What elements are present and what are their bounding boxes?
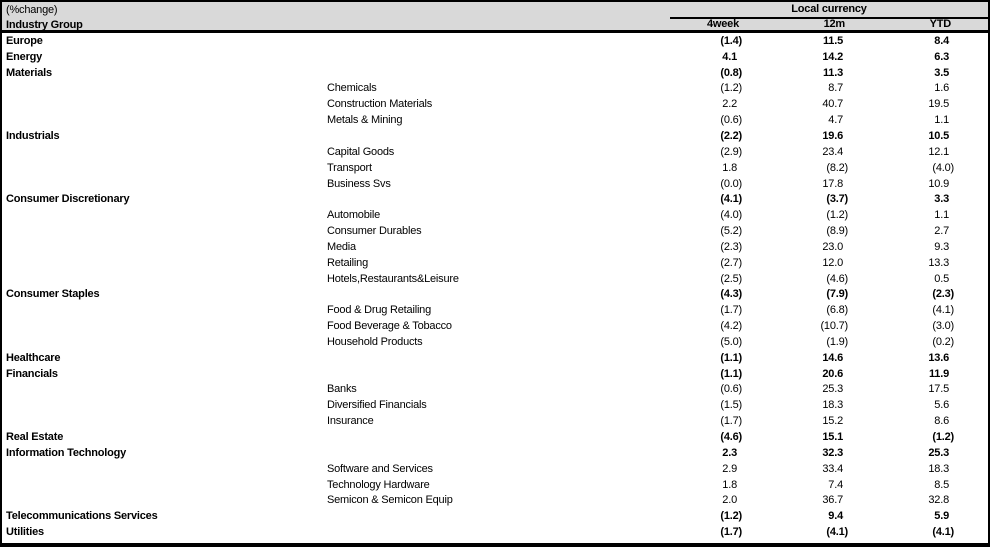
table-row: [2, 160, 988, 176]
row-label-cell: [2, 51, 670, 63]
row-label: Chemicals: [327, 82, 377, 95]
value-12m: (4.6): [826, 272, 848, 285]
table-row: [2, 223, 988, 239]
value-4week: 1.8: [722, 161, 737, 174]
cell-12m: [776, 162, 882, 174]
table-row: [2, 334, 988, 350]
row-label: Information Technology: [6, 446, 127, 459]
value-4week: (4.1): [720, 193, 742, 206]
cell-12m: [776, 288, 882, 300]
cell-ytd: [882, 35, 988, 47]
row-label: Retailing: [327, 256, 369, 269]
value-4week: (1.1): [720, 351, 742, 364]
row-label-cell: [2, 510, 670, 522]
cell-4week: [670, 114, 776, 126]
row-label: Insurance: [327, 415, 374, 428]
value-4week: (1.2): [720, 82, 742, 95]
value-ytd: (1.2): [932, 431, 954, 444]
cell-12m: [776, 447, 882, 459]
cell-12m: [776, 399, 882, 411]
value-12m: 33.4: [822, 462, 843, 475]
table-row: [2, 255, 988, 271]
cell-4week: [670, 178, 776, 190]
row-label-cell: [2, 352, 670, 364]
cell-ytd: [882, 447, 988, 459]
cell-4week: [670, 209, 776, 221]
table-row: [2, 350, 988, 366]
cell-12m: [776, 178, 882, 190]
value-ytd: 10.5: [928, 129, 949, 142]
value-4week: (4.6): [720, 431, 742, 444]
cell-ytd: [882, 320, 988, 332]
row-label: Business Svs: [327, 177, 391, 190]
value-4week: 2.0: [722, 494, 737, 507]
cell-ytd: [882, 494, 988, 506]
value-4week: (0.6): [720, 383, 742, 396]
cell-12m: [776, 352, 882, 364]
row-label: Transport: [327, 161, 372, 174]
row-label-cell: [2, 368, 670, 380]
industry-group-column-header: Industry Group: [6, 19, 83, 31]
value-12m: (1.9): [826, 335, 848, 348]
cell-ytd: [882, 82, 988, 94]
value-ytd: 8.6: [934, 415, 949, 428]
cell-ytd: [882, 193, 988, 205]
cell-4week: [670, 273, 776, 285]
value-4week: (2.5): [720, 272, 742, 285]
value-ytd: 18.3: [928, 462, 949, 475]
cell-4week: [670, 67, 776, 79]
cell-4week: [670, 368, 776, 380]
cell-4week: [670, 82, 776, 94]
row-label-cell: [2, 241, 670, 253]
row-label-cell: [2, 257, 670, 269]
table-row: [2, 144, 988, 160]
column-header-4week: 4week: [706, 18, 739, 30]
value-4week: (1.5): [720, 399, 742, 412]
value-ytd: (4.1): [932, 304, 954, 317]
value-4week: (2.2): [720, 129, 742, 142]
value-12m: 32.3: [822, 446, 843, 459]
value-ytd: 0.5: [934, 272, 949, 285]
row-label: Construction Materials: [327, 98, 433, 111]
value-ytd: (4.0): [932, 161, 954, 174]
cell-4week: [670, 510, 776, 522]
table-row: [2, 176, 988, 192]
cell-12m: [776, 431, 882, 443]
value-12m: 4.7: [828, 114, 843, 127]
cell-12m: [776, 114, 882, 126]
row-label: Diversified Financials: [327, 399, 427, 412]
row-label-cell: [2, 399, 670, 411]
cell-ytd: [882, 257, 988, 269]
value-12m: 14.2: [822, 50, 843, 63]
cell-12m: [776, 225, 882, 237]
local-currency-group-header: Local currency: [791, 3, 867, 15]
row-label-cell: [2, 178, 670, 190]
cell-ytd: [882, 399, 988, 411]
row-label-cell: [2, 82, 670, 94]
column-header-12m: 12m: [823, 18, 845, 30]
value-4week: (2.3): [720, 240, 742, 253]
table-row: [2, 128, 988, 144]
cell-ytd: [882, 225, 988, 237]
value-4week: (1.7): [720, 304, 742, 317]
cell-12m: [776, 98, 882, 110]
cell-4week: [670, 257, 776, 269]
value-ytd: 13.6: [928, 351, 949, 364]
cell-ytd: [882, 67, 988, 79]
row-label-cell: [2, 225, 670, 237]
cell-4week: [670, 447, 776, 459]
cell-12m: [776, 479, 882, 491]
row-label-cell: [2, 273, 670, 285]
table-row: [2, 191, 988, 207]
row-label: Technology Hardware: [327, 478, 430, 491]
value-4week: (5.0): [720, 335, 742, 348]
cell-12m: [776, 383, 882, 395]
cell-ytd: [882, 431, 988, 443]
cell-ytd: [882, 368, 988, 380]
table-row: [2, 524, 988, 540]
row-label: Consumer Discretionary: [6, 193, 130, 206]
row-label-cell: [2, 130, 670, 142]
cell-4week: [670, 51, 776, 63]
row-label-cell: [2, 447, 670, 459]
cell-4week: [670, 225, 776, 237]
value-ytd: 2.7: [934, 225, 949, 238]
cell-12m: [776, 130, 882, 142]
cell-4week: [670, 383, 776, 395]
cell-ytd: [882, 209, 988, 221]
table-row: [2, 413, 988, 429]
table-row: [2, 461, 988, 477]
table-row: [2, 239, 988, 255]
cell-ytd: [882, 273, 988, 285]
value-12m: 11.5: [822, 34, 843, 47]
value-4week: (1.2): [720, 510, 742, 523]
row-label: Utilities: [6, 526, 44, 539]
value-4week: (5.2): [720, 225, 742, 238]
row-label-cell: [2, 304, 670, 316]
row-label-cell: [2, 383, 670, 395]
value-12m: 14.6: [822, 351, 843, 364]
cell-ytd: [882, 162, 988, 174]
cell-4week: [670, 463, 776, 475]
cell-ytd: [882, 241, 988, 253]
table-row: [2, 318, 988, 334]
row-label-cell: [2, 146, 670, 158]
value-ytd: 10.9: [928, 177, 949, 190]
value-12m: (8.2): [826, 161, 848, 174]
value-ytd: 1.6: [934, 82, 949, 95]
value-4week: (2.7): [720, 256, 742, 269]
cell-ytd: [882, 415, 988, 427]
value-ytd: (0.2): [932, 335, 954, 348]
value-12m: 23.0: [822, 240, 843, 253]
value-4week: (0.8): [720, 66, 742, 79]
table-row: [2, 33, 988, 49]
value-12m: 23.4: [822, 145, 843, 158]
cell-ytd: [882, 383, 988, 395]
row-label: Real Estate: [6, 431, 64, 444]
table-row: [2, 287, 988, 303]
value-12m: (1.2): [826, 209, 848, 222]
value-4week: (1.7): [720, 415, 742, 428]
value-ytd: 11.9: [928, 367, 949, 380]
cell-ytd: [882, 288, 988, 300]
row-label: Industrials: [6, 129, 60, 142]
value-ytd: 13.3: [928, 256, 949, 269]
value-ytd: 3.5: [934, 66, 949, 79]
table-row: [2, 445, 988, 461]
cell-4week: [670, 494, 776, 506]
table-row: [2, 302, 988, 318]
row-label-cell: [2, 431, 670, 443]
value-4week: 2.3: [722, 446, 737, 459]
row-label-cell: [2, 162, 670, 174]
value-ytd: 8.4: [934, 34, 949, 47]
cell-ytd: [882, 130, 988, 142]
cell-12m: [776, 82, 882, 94]
row-label-cell: [2, 209, 670, 221]
value-12m: 12.0: [822, 256, 843, 269]
row-label: Healthcare: [6, 351, 61, 364]
value-ytd: 8.5: [934, 478, 949, 491]
table-row: [2, 397, 988, 413]
value-12m: (4.1): [826, 526, 848, 539]
value-12m: (10.7): [820, 320, 848, 333]
cell-4week: [670, 98, 776, 110]
table-row: [2, 81, 988, 97]
row-label: Metals & Mining: [327, 114, 403, 127]
value-4week: 4.1: [722, 50, 737, 63]
row-label-cell: [2, 526, 670, 538]
table-body: [2, 33, 988, 540]
cell-12m: [776, 67, 882, 79]
value-12m: 7.4: [828, 478, 843, 491]
cell-12m: [776, 415, 882, 427]
table-row: [2, 508, 988, 524]
cell-ytd: [882, 463, 988, 475]
value-4week: (1.1): [720, 367, 742, 380]
value-ytd: (2.3): [932, 288, 954, 301]
cell-12m: [776, 494, 882, 506]
column-header-ytd: YTD: [929, 18, 951, 30]
value-4week: 1.8: [722, 478, 737, 491]
cell-12m: [776, 193, 882, 205]
value-ytd: 5.6: [934, 399, 949, 412]
value-ytd: 32.8: [928, 494, 949, 507]
row-label: Software and Services: [327, 462, 433, 475]
row-label-cell: [2, 288, 670, 300]
cell-4week: [670, 146, 776, 158]
value-ytd: 1.1: [934, 114, 949, 127]
cell-12m: [776, 304, 882, 316]
row-label-cell: [2, 320, 670, 332]
row-label-cell: [2, 494, 670, 506]
row-label: Hotels,Restaurants&Leisure: [327, 272, 459, 285]
value-12m: 17.8: [822, 177, 843, 190]
value-12m: (8.9): [826, 225, 848, 238]
table-row: [2, 96, 988, 112]
cell-ytd: [882, 51, 988, 63]
cell-12m: [776, 273, 882, 285]
value-12m: 8.7: [828, 82, 843, 95]
table-row: [2, 382, 988, 398]
row-label-cell: [2, 463, 670, 475]
value-4week: 2.9: [722, 462, 737, 475]
cell-4week: [670, 35, 776, 47]
value-4week: 2.2: [722, 98, 737, 111]
row-label: Food & Drug Retailing: [327, 304, 432, 317]
table-header: [2, 2, 988, 33]
value-ytd: 6.3: [934, 50, 949, 63]
table-row: [2, 112, 988, 128]
value-ytd: 17.5: [928, 383, 949, 396]
value-12m: 11.3: [822, 66, 843, 79]
row-label-cell: [2, 67, 670, 79]
value-12m: 15.2: [822, 415, 843, 428]
cell-12m: [776, 336, 882, 348]
value-12m: (7.9): [826, 288, 848, 301]
row-label-cell: [2, 336, 670, 348]
numeric-column-headers: [670, 18, 988, 30]
cell-ytd: [882, 336, 988, 348]
cell-4week: [670, 320, 776, 332]
row-label: Capital Goods: [327, 145, 395, 158]
cell-4week: [670, 304, 776, 316]
cell-4week: [670, 431, 776, 443]
value-12m: 18.3: [822, 399, 843, 412]
table-row: [2, 65, 988, 81]
value-4week: (1.7): [720, 526, 742, 539]
value-12m: 20.6: [822, 367, 843, 380]
cell-ytd: [882, 352, 988, 364]
cell-12m: [776, 146, 882, 158]
cell-ytd: [882, 479, 988, 491]
cell-4week: [670, 336, 776, 348]
value-12m: (6.8): [826, 304, 848, 317]
cell-12m: [776, 51, 882, 63]
row-label-cell: [2, 114, 670, 126]
table-row: [2, 477, 988, 493]
cell-ytd: [882, 98, 988, 110]
table-row: [2, 207, 988, 223]
cell-ytd: [882, 510, 988, 522]
cell-4week: [670, 193, 776, 205]
table-row: [2, 271, 988, 287]
cell-12m: [776, 209, 882, 221]
value-12m: 15.1: [822, 431, 843, 444]
value-12m: 25.3: [822, 383, 843, 396]
row-label: Europe: [6, 34, 43, 47]
value-12m: 19.6: [822, 129, 843, 142]
row-label: Automobile: [327, 209, 381, 222]
row-label: Media: [327, 240, 356, 253]
value-ytd: (4.1): [932, 526, 954, 539]
cell-4week: [670, 352, 776, 364]
cell-4week: [670, 162, 776, 174]
row-label: Financials: [6, 367, 58, 380]
cell-4week: [670, 415, 776, 427]
value-12m: 40.7: [822, 98, 843, 111]
cell-12m: [776, 257, 882, 269]
cell-4week: [670, 479, 776, 491]
cell-4week: [670, 399, 776, 411]
value-ytd: 3.3: [934, 193, 949, 206]
row-label: Banks: [327, 383, 357, 396]
value-12m: 9.4: [828, 510, 843, 523]
cell-12m: [776, 320, 882, 332]
row-label: Telecommunications Services: [6, 510, 158, 523]
cell-12m: [776, 510, 882, 522]
row-label: Semicon & Semicon Equip: [327, 494, 453, 507]
value-ytd: 25.3: [928, 446, 949, 459]
row-label-cell: [2, 479, 670, 491]
row-label: Household Products: [327, 335, 423, 348]
value-ytd: 5.9: [934, 510, 949, 523]
value-4week: (1.4): [720, 34, 742, 47]
cell-12m: [776, 368, 882, 380]
value-4week: (4.0): [720, 209, 742, 222]
value-4week: (0.0): [720, 177, 742, 190]
row-label: Energy: [6, 50, 43, 63]
table-row: [2, 429, 988, 445]
value-ytd: (3.0): [932, 320, 954, 333]
cell-4week: [670, 130, 776, 142]
table-row: [2, 492, 988, 508]
row-label: Materials: [6, 66, 52, 79]
row-label: Food Beverage & Tobacco: [327, 320, 452, 333]
value-12m: (3.7): [826, 193, 848, 206]
value-ytd: 12.1: [928, 145, 949, 158]
percent-change-label: (%change): [6, 4, 58, 16]
table-row: [2, 49, 988, 65]
cell-12m: [776, 463, 882, 475]
row-label-cell: [2, 98, 670, 110]
row-label-cell: [2, 35, 670, 47]
cell-ytd: [882, 304, 988, 316]
value-ytd: 9.3: [934, 240, 949, 253]
row-label-cell: [2, 415, 670, 427]
cell-ytd: [882, 178, 988, 190]
row-label: Consumer Staples: [6, 288, 100, 301]
value-ytd: 19.5: [928, 98, 949, 111]
value-ytd: 1.1: [934, 209, 949, 222]
cell-ytd: [882, 526, 988, 538]
cell-ytd: [882, 114, 988, 126]
value-4week: (0.6): [720, 114, 742, 127]
table-row: [2, 366, 988, 382]
cell-4week: [670, 288, 776, 300]
value-4week: (2.9): [720, 145, 742, 158]
value-4week: (4.3): [720, 288, 742, 301]
row-label-cell: [2, 193, 670, 205]
cell-12m: [776, 526, 882, 538]
cell-4week: [670, 526, 776, 538]
cell-ytd: [882, 146, 988, 158]
cell-12m: [776, 241, 882, 253]
row-label: Consumer Durables: [327, 225, 422, 238]
cell-4week: [670, 241, 776, 253]
cell-12m: [776, 35, 882, 47]
value-12m: 36.7: [822, 494, 843, 507]
value-4week: (4.2): [720, 320, 742, 333]
